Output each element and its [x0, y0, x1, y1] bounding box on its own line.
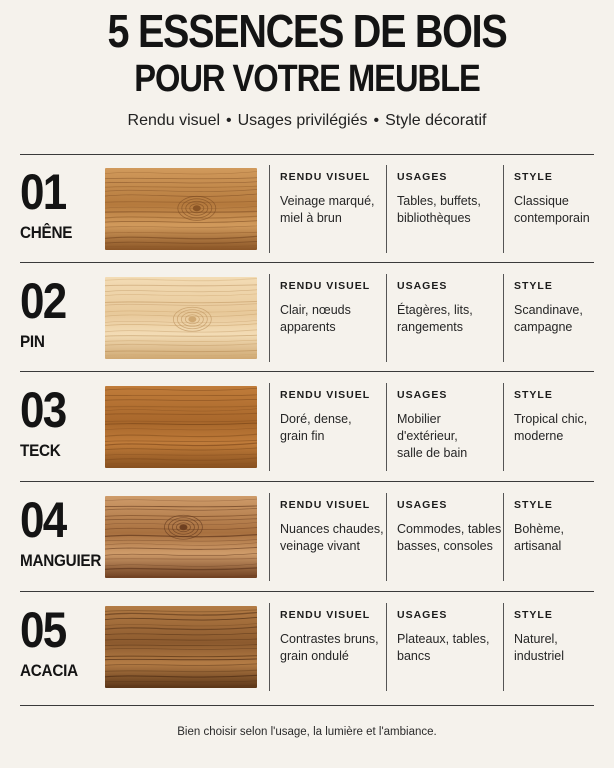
- col-style-heading: STYLE: [514, 609, 553, 621]
- wood-number: 03: [20, 382, 66, 438]
- wood-texture: [105, 606, 257, 688]
- col-rendu-text: Contrastes bruns, grain ondulé: [280, 632, 379, 663]
- wood-number: 05: [20, 602, 66, 658]
- col-rendu-text: Veinage marqué, miel à brun: [280, 194, 375, 225]
- wood-texture: [105, 277, 257, 359]
- wood-name: PIN: [20, 332, 45, 351]
- wood-row: [20, 593, 594, 701]
- col-style-heading: STYLE: [514, 280, 553, 292]
- wood-name: MANGUIER: [20, 551, 102, 570]
- col-rendu-heading: RENDU VISUEL: [280, 280, 371, 292]
- col-usages: [386, 383, 502, 471]
- col-usages-heading: USAGES: [397, 389, 448, 401]
- col-rendu: [269, 383, 385, 471]
- col-style-heading: STYLE: [514, 389, 553, 401]
- col-rendu-text: Doré, dense, grain fin: [280, 412, 352, 443]
- col-style-heading: STYLE: [514, 171, 553, 183]
- subtitle-usages: Usages privilégiés: [237, 112, 368, 129]
- col-rendu: [269, 603, 385, 691]
- col-usages-heading: USAGES: [397, 171, 448, 183]
- page-subtitle: [0, 112, 614, 130]
- col-usages-heading: USAGES: [397, 499, 448, 511]
- subtitle-rendu: Rendu visuel: [127, 112, 221, 129]
- wood-label: [20, 164, 104, 243]
- col-rendu: [269, 165, 385, 253]
- col-style: [503, 165, 594, 253]
- wood-swatch: [105, 496, 257, 578]
- col-usages-text: Étagères, lits, rangements: [397, 303, 473, 334]
- wood-number: 04: [20, 492, 66, 548]
- col-rendu-heading: RENDU VISUEL: [280, 609, 371, 621]
- wood-label: [20, 492, 104, 571]
- col-rendu-text: Nuances chaudes, veinage vivant: [280, 522, 384, 553]
- page-header: [0, 6, 614, 130]
- page-title-line2: POUR VOTRE MEUBLE: [134, 58, 480, 100]
- subtitle-style: Style décoratif: [385, 112, 487, 129]
- col-usages: [386, 165, 502, 253]
- wood-texture: [105, 168, 257, 250]
- col-usages: [386, 603, 502, 691]
- col-style: [503, 383, 594, 471]
- wood-swatch: [105, 606, 257, 688]
- col-rendu-heading: RENDU VISUEL: [280, 171, 371, 183]
- col-style-text: Scandinave, campagne: [514, 303, 583, 334]
- col-style: [503, 603, 594, 691]
- col-style: [503, 493, 594, 581]
- wood-texture: [105, 496, 257, 578]
- wood-number: 02: [20, 273, 66, 329]
- col-rendu-heading: RENDU VISUEL: [280, 389, 371, 401]
- col-rendu: [269, 274, 385, 362]
- wood-name: CHÊNE: [20, 223, 73, 242]
- subtitle-separator: •: [373, 112, 380, 129]
- wood-label: [20, 273, 104, 352]
- footer-note: Bien choisir selon l'usage, la lumière et l'ambiance.: [177, 726, 437, 738]
- col-rendu-heading: RENDU VISUEL: [280, 499, 371, 511]
- col-usages-text: Tables, buffets, bibliothèques: [397, 194, 481, 225]
- wood-swatch: [105, 277, 257, 359]
- wood-texture: [105, 386, 257, 468]
- col-usages: [386, 274, 502, 362]
- col-usages-text: Commodes, tables basses, consoles: [397, 522, 502, 553]
- wood-row: [20, 483, 594, 591]
- col-style-text: Naturel, industriel: [514, 632, 565, 663]
- wood-swatch: [105, 168, 257, 250]
- wood-swatch: [105, 386, 257, 468]
- wood-row: [20, 155, 594, 263]
- col-style-text: Tropical chic, moderne: [514, 412, 588, 443]
- wood-row: [20, 373, 594, 481]
- wood-name: TECK: [20, 441, 61, 460]
- wood-label: [20, 382, 104, 461]
- row-divider: [20, 481, 594, 482]
- page-title: 5 ESSENCES DE BOIS: [107, 5, 507, 57]
- col-rendu: [269, 493, 385, 581]
- col-usages-text: Plateaux, tables, bancs: [397, 632, 490, 663]
- col-style-text: Bohème, artisanal: [514, 522, 565, 553]
- row-divider: [20, 591, 594, 592]
- wood-label: [20, 602, 104, 681]
- row-divider: [20, 705, 594, 706]
- wood-number: 01: [20, 164, 66, 220]
- col-usages-heading: USAGES: [397, 609, 448, 621]
- col-usages-heading: USAGES: [397, 280, 448, 292]
- subtitle-separator: •: [226, 112, 232, 129]
- wood-row: [20, 264, 594, 372]
- col-usages: [386, 493, 502, 581]
- col-style: [503, 274, 594, 362]
- col-style-text: Classique contemporain: [514, 194, 590, 225]
- col-style-heading: STYLE: [514, 499, 553, 511]
- col-usages-text: Mobilier d'extérieur, salle de bain: [397, 412, 468, 460]
- col-rendu-text: Clair, nœuds apparents: [280, 303, 351, 334]
- wood-name: ACACIA: [20, 661, 78, 680]
